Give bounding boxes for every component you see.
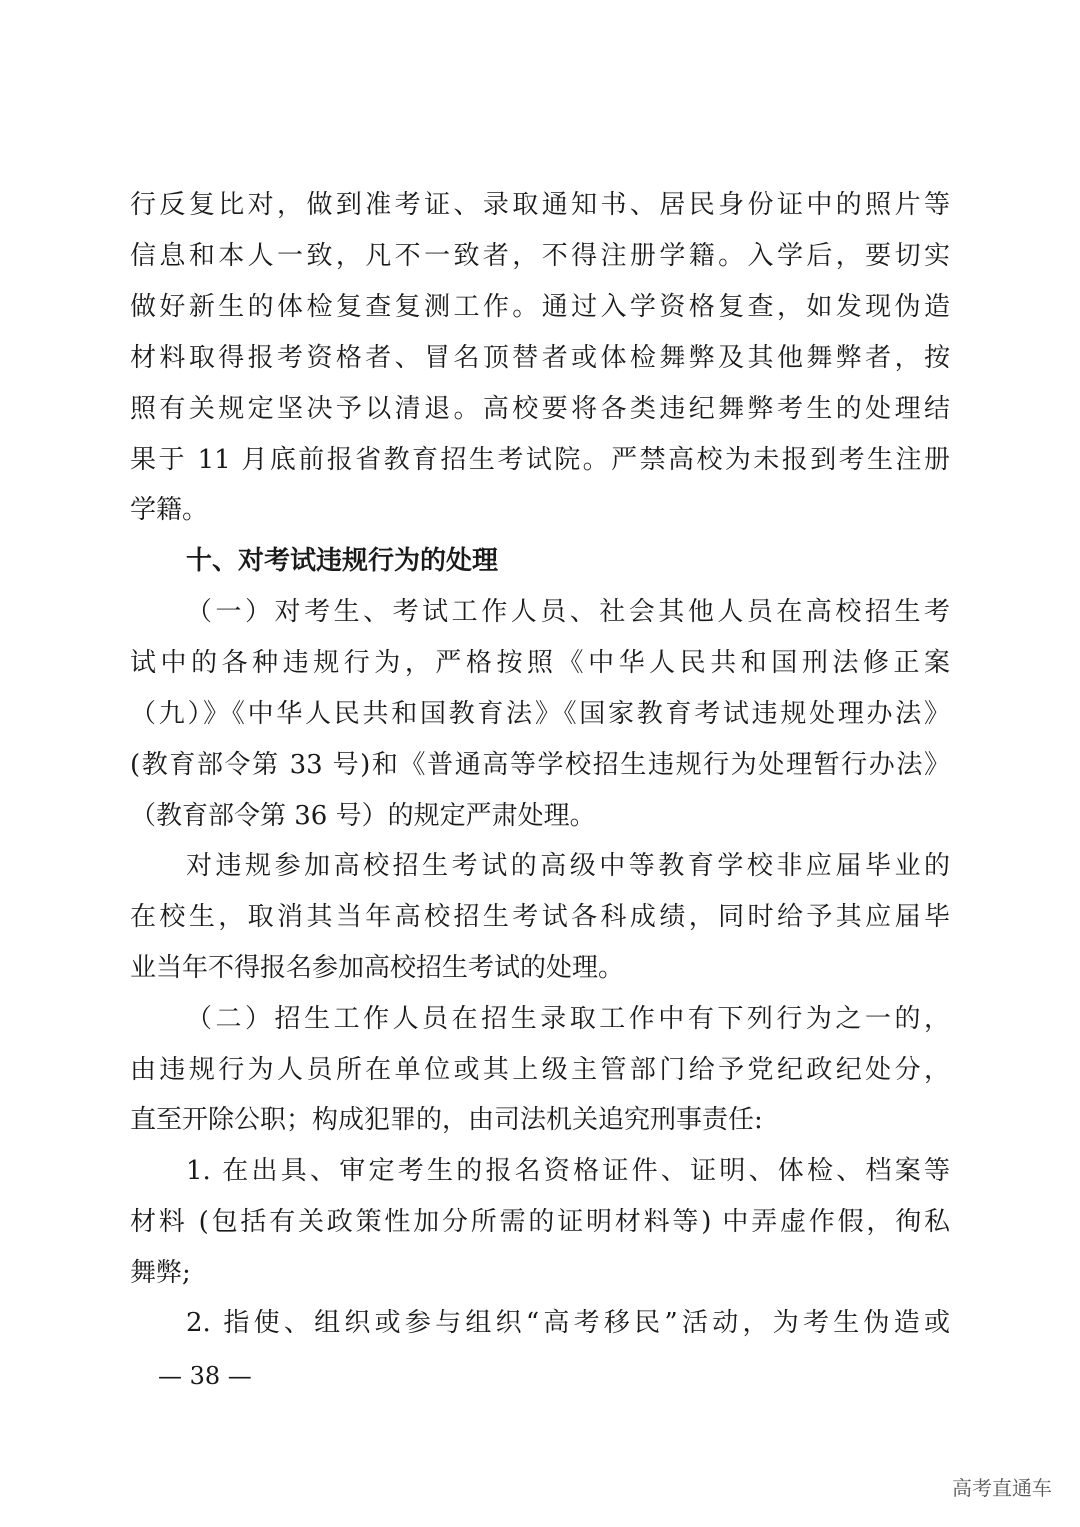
body-line: （九）》《中华人民共和国教育法》《国家教育考试违规处理办法》 [130, 699, 950, 729]
body-line: 试中的各种违规行为，严格按照《中华人民共和国刑法修正案 [130, 648, 950, 678]
page-number: — 38 — [158, 1362, 252, 1390]
body-line: 材料取得报考资格者、冒名顶替者或体检舞弊及其他舞弊者，按 [130, 343, 950, 373]
watermark: 高考直通车 [952, 1476, 1052, 1500]
body-line: （二）招生工作人员在招生录取工作中有下列行为之一的， [186, 1004, 950, 1034]
body-line: 直至开除公职；构成犯罪的，由司法机关追究刑事责任: [130, 1105, 763, 1135]
body-line: 在校生，取消其当年高校招生考试各科成绩，同时给予其应届毕 [130, 902, 950, 932]
body-line: 2. 指使、组织或参与组织“高考移民”活动，为考生伪造或 [186, 1308, 950, 1338]
section-heading: 十、对考试违规行为的处理 [186, 546, 499, 576]
body-line: 学籍。 [130, 495, 209, 525]
body-line: 由违规行为人员所在单位或其上级主管部门给予党纪政纪处分， [130, 1055, 950, 1085]
body-line: 业当年不得报名参加高校招生考试的处理。 [130, 953, 625, 983]
body-line: 材料 (包括有关政策性加分所需的证明材料等) 中弄虚作假，徇私 [130, 1207, 950, 1237]
body-line: (教育部令第 33 号)和《普通高等学校招生违规行为处理暂行办法》 [130, 750, 950, 780]
body-line: （教育部令第 36 号）的规定严肃处理。 [130, 801, 596, 831]
body-line: 行反复比对，做到准考证、录取通知书、居民身份证中的照片等 [130, 190, 950, 220]
body-line: 对违规参加高校招生考试的高级中等教育学校非应届毕业的 [186, 851, 950, 881]
body-line: 1. 在出具、审定考生的报名资格证件、证明、体检、档案等 [186, 1156, 950, 1186]
body-line: 果于 11 月底前报省教育招生考试院。严禁高校为未报到考生注册 [130, 445, 950, 475]
body-line: （一）对考生、考试工作人员、社会其他人员在高校招生考 [186, 597, 950, 627]
body-line: 照有关规定坚决予以清退。高校要将各类违纪舞弊考生的处理结 [130, 394, 950, 424]
body-line: 舞弊; [130, 1258, 191, 1288]
body-line: 信息和本人一致，凡不一致者，不得注册学籍。入学后，要切实 [130, 241, 950, 271]
body-line: 做好新生的体检复查复测工作。通过入学资格复查，如发现伪造 [130, 292, 950, 322]
